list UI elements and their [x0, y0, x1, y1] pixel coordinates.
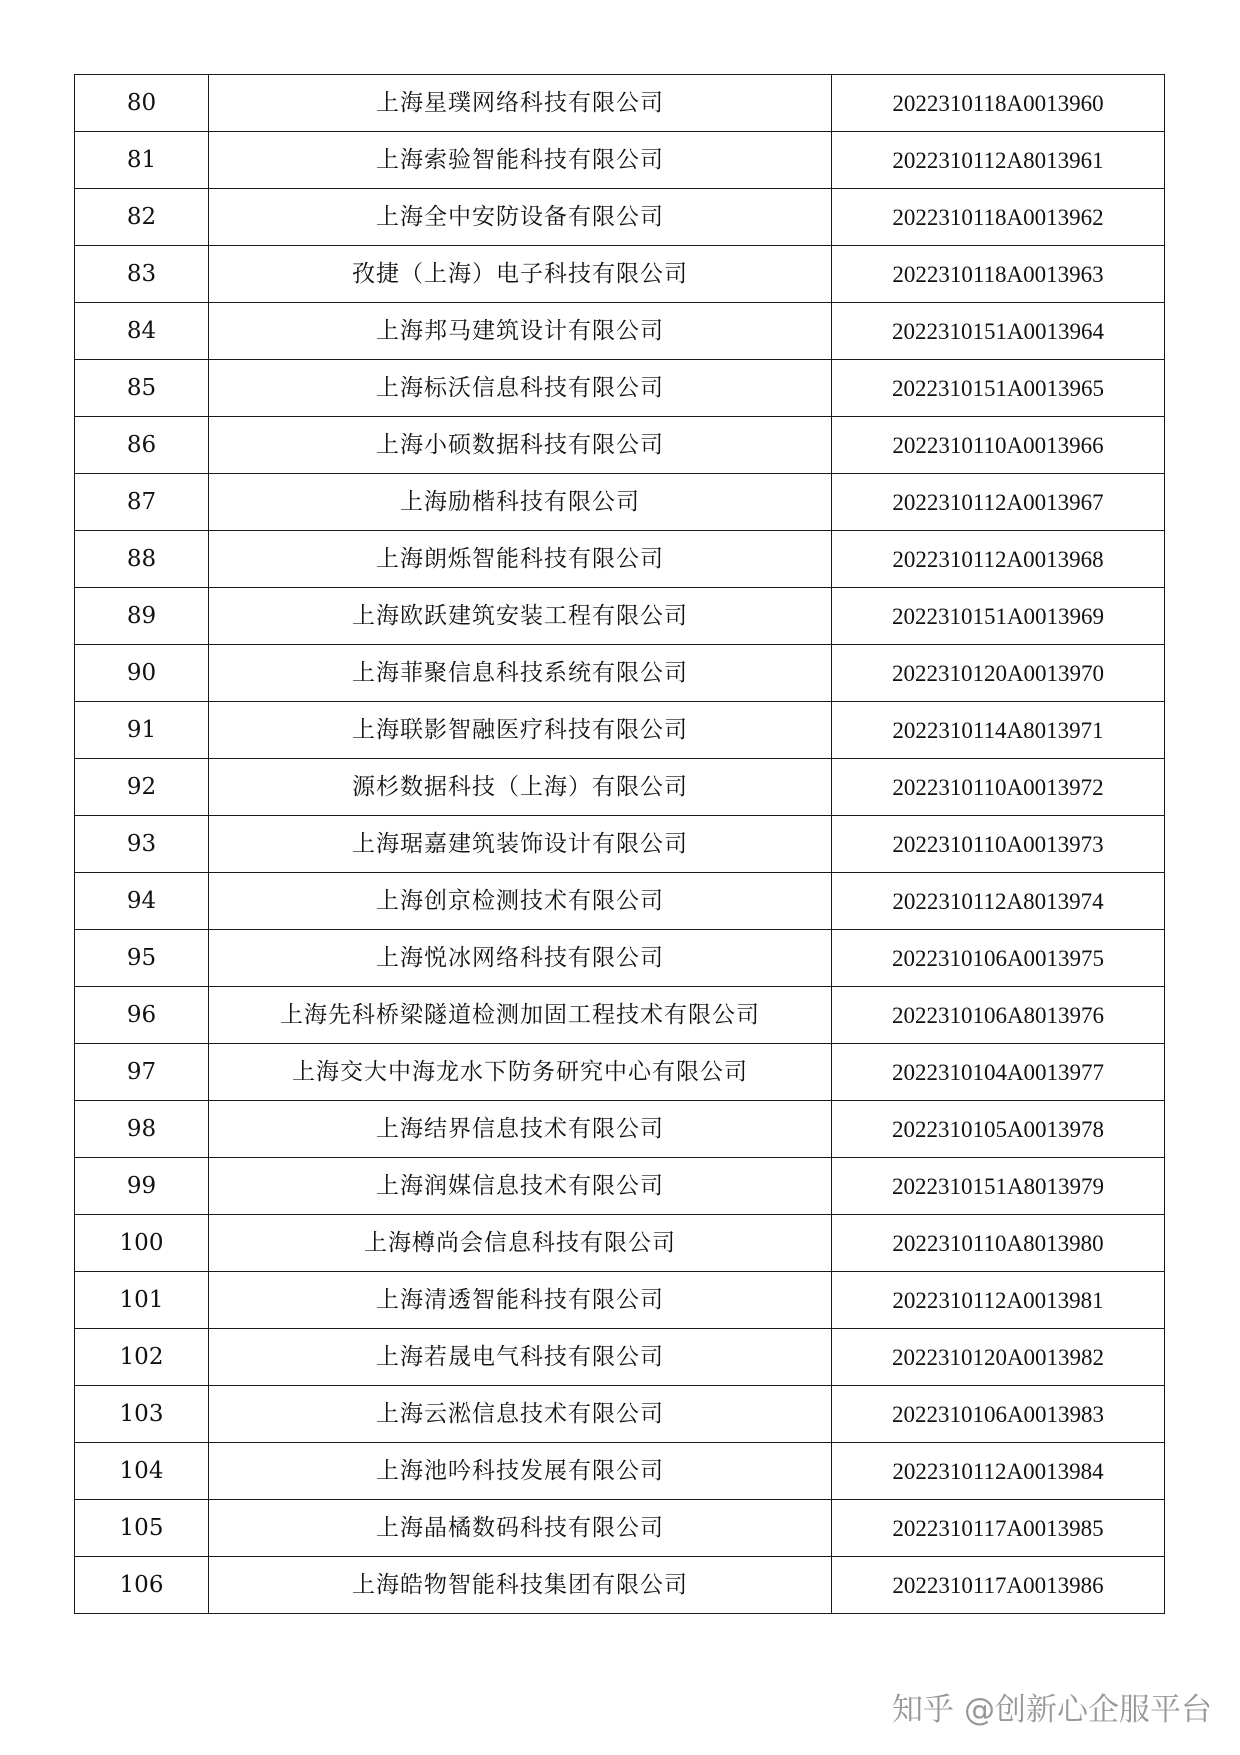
row-index: 87	[75, 474, 209, 531]
registration-code: 2022310151A0013969	[832, 588, 1165, 645]
company-name: 上海清透智能科技有限公司	[209, 1272, 832, 1329]
company-name: 上海樽尚会信息科技有限公司	[209, 1215, 832, 1272]
row-index: 93	[75, 816, 209, 873]
table-row	[75, 816, 1165, 873]
row-index: 89	[75, 588, 209, 645]
registration-code: 2022310112A8013961	[832, 132, 1165, 189]
registration-code: 2022310118A0013963	[832, 246, 1165, 303]
company-name: 上海励楷科技有限公司	[209, 474, 832, 531]
table-row	[75, 588, 1165, 645]
registration-code: 2022310110A0013966	[832, 417, 1165, 474]
company-name: 上海朗烁智能科技有限公司	[209, 531, 832, 588]
registration-code: 2022310120A0013970	[832, 645, 1165, 702]
table-body	[75, 75, 1165, 1614]
registration-code: 2022310112A8013974	[832, 873, 1165, 930]
watermark	[892, 1684, 1212, 1729]
table-row	[75, 1044, 1165, 1101]
registration-code: 2022310151A8013979	[832, 1158, 1165, 1215]
watermark-author: @创新心企服平台	[964, 1692, 1212, 1728]
registration-code: 2022310112A0013967	[832, 474, 1165, 531]
row-index: 100	[75, 1215, 209, 1272]
table-row	[75, 645, 1165, 702]
table-row	[75, 759, 1165, 816]
company-name: 上海交大中海龙水下防务研究中心有限公司	[209, 1044, 832, 1101]
row-index: 98	[75, 1101, 209, 1158]
row-index: 96	[75, 987, 209, 1044]
table-row	[75, 1272, 1165, 1329]
row-index: 91	[75, 702, 209, 759]
registration-code: 2022310112A0013981	[832, 1272, 1165, 1329]
table-row	[75, 873, 1165, 930]
table-row	[75, 246, 1165, 303]
company-name: 上海琚嘉建筑装饰设计有限公司	[209, 816, 832, 873]
registration-code: 2022310112A0013984	[832, 1443, 1165, 1500]
row-index: 99	[75, 1158, 209, 1215]
row-index: 81	[75, 132, 209, 189]
table-row	[75, 531, 1165, 588]
registration-code: 2022310151A0013965	[832, 360, 1165, 417]
table-row	[75, 1557, 1165, 1614]
table-row	[75, 1443, 1165, 1500]
company-name: 上海索验智能科技有限公司	[209, 132, 832, 189]
company-name: 上海云淞信息技术有限公司	[209, 1386, 832, 1443]
registration-code: 2022310112A0013968	[832, 531, 1165, 588]
row-index: 80	[75, 75, 209, 132]
row-index: 84	[75, 303, 209, 360]
company-name: 上海晶橘数码科技有限公司	[209, 1500, 832, 1557]
company-name: 上海悦冰网络科技有限公司	[209, 930, 832, 987]
registration-code: 2022310151A0013964	[832, 303, 1165, 360]
row-index: 85	[75, 360, 209, 417]
company-name: 孜捷（上海）电子科技有限公司	[209, 246, 832, 303]
registration-code: 2022310118A0013960	[832, 75, 1165, 132]
company-name: 上海邦马建筑设计有限公司	[209, 303, 832, 360]
table-row	[75, 1158, 1165, 1215]
table-row	[75, 1329, 1165, 1386]
table-row	[75, 360, 1165, 417]
registration-code: 2022310117A0013986	[832, 1557, 1165, 1614]
company-table	[74, 74, 1165, 1614]
registration-code: 2022310105A0013978	[832, 1101, 1165, 1158]
row-index: 86	[75, 417, 209, 474]
company-name: 上海星璞网络科技有限公司	[209, 75, 832, 132]
company-name: 上海菲聚信息科技系统有限公司	[209, 645, 832, 702]
row-index: 105	[75, 1500, 209, 1557]
registration-code: 2022310110A8013980	[832, 1215, 1165, 1272]
company-name: 上海联影智融医疗科技有限公司	[209, 702, 832, 759]
registration-code: 2022310106A0013983	[832, 1386, 1165, 1443]
row-index: 97	[75, 1044, 209, 1101]
company-name: 上海创京检测技术有限公司	[209, 873, 832, 930]
company-name: 上海标沃信息科技有限公司	[209, 360, 832, 417]
row-index: 101	[75, 1272, 209, 1329]
row-index: 94	[75, 873, 209, 930]
table-row	[75, 930, 1165, 987]
row-index: 102	[75, 1329, 209, 1386]
row-index: 95	[75, 930, 209, 987]
company-name: 上海若晟电气科技有限公司	[209, 1329, 832, 1386]
table-row	[75, 1215, 1165, 1272]
row-index: 104	[75, 1443, 209, 1500]
registration-code: 2022310106A8013976	[832, 987, 1165, 1044]
table-row	[75, 417, 1165, 474]
registration-code: 2022310118A0013962	[832, 189, 1165, 246]
company-name: 上海全中安防设备有限公司	[209, 189, 832, 246]
watermark-site: 知乎	[892, 1692, 954, 1728]
row-index: 83	[75, 246, 209, 303]
row-index: 92	[75, 759, 209, 816]
company-name: 上海欧跃建筑安装工程有限公司	[209, 588, 832, 645]
company-name: 源杉数据科技（上海）有限公司	[209, 759, 832, 816]
company-name: 上海小硕数据科技有限公司	[209, 417, 832, 474]
registration-code: 2022310120A0013982	[832, 1329, 1165, 1386]
company-name: 上海润媒信息技术有限公司	[209, 1158, 832, 1215]
table-row	[75, 132, 1165, 189]
table-row	[75, 702, 1165, 759]
table-row	[75, 303, 1165, 360]
registration-code: 2022310117A0013985	[832, 1500, 1165, 1557]
row-index: 82	[75, 189, 209, 246]
table-row	[75, 474, 1165, 531]
registration-code: 2022310106A0013975	[832, 930, 1165, 987]
table-row	[75, 75, 1165, 132]
registration-code: 2022310114A8013971	[832, 702, 1165, 759]
table-row	[75, 987, 1165, 1044]
registration-code: 2022310110A0013973	[832, 816, 1165, 873]
table-row	[75, 1500, 1165, 1557]
row-index: 106	[75, 1557, 209, 1614]
table-row	[75, 189, 1165, 246]
row-index: 90	[75, 645, 209, 702]
company-name: 上海结界信息技术有限公司	[209, 1101, 832, 1158]
row-index: 88	[75, 531, 209, 588]
table-row	[75, 1101, 1165, 1158]
company-name: 上海先科桥梁隧道检测加固工程技术有限公司	[209, 987, 832, 1044]
table-row	[75, 1386, 1165, 1443]
row-index: 103	[75, 1386, 209, 1443]
registration-code: 2022310104A0013977	[832, 1044, 1165, 1101]
registration-code: 2022310110A0013972	[832, 759, 1165, 816]
company-name: 上海皓物智能科技集团有限公司	[209, 1557, 832, 1614]
company-name: 上海池吟科技发展有限公司	[209, 1443, 832, 1500]
